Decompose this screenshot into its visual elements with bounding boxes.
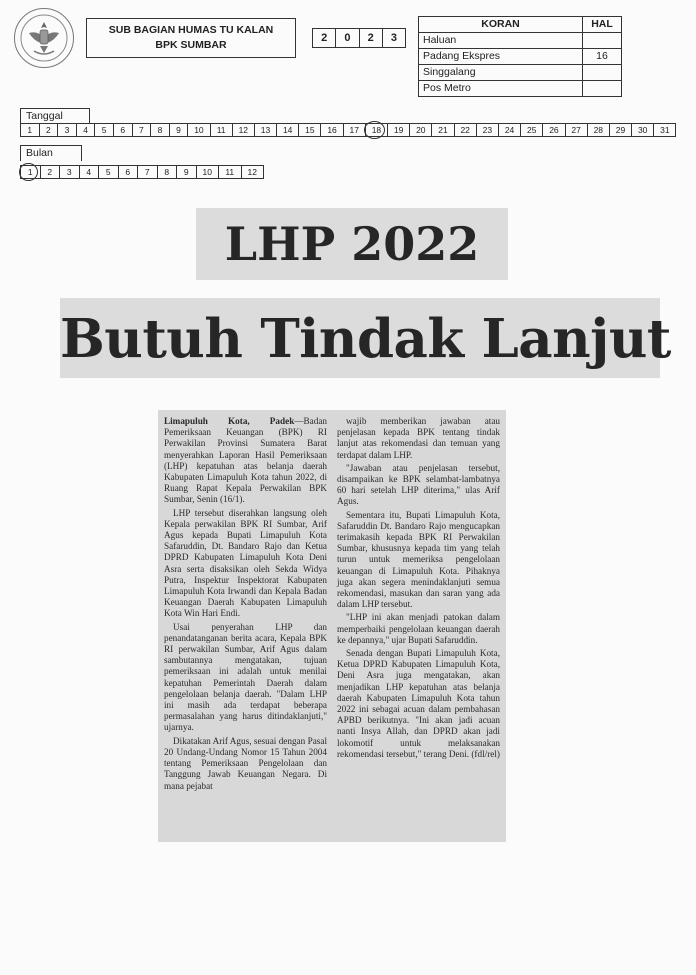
article-text: "LHP ini akan menjadi patokan dalam memperbaiki pengelolaan keuangan daerah ke depannya," ujar Bupati Safaruddin. xyxy=(337,612,500,645)
tanggal-day: 12 xyxy=(233,123,255,137)
tanggal-day: 13 xyxy=(255,123,277,137)
tanggal-row xyxy=(20,123,676,137)
table-row xyxy=(419,65,622,81)
newspaper-table xyxy=(418,16,622,97)
newspaper-name: Singgalang xyxy=(419,65,583,81)
article-clipping xyxy=(158,410,506,842)
bulan-row xyxy=(20,165,264,179)
hal-header: HAL xyxy=(583,17,622,33)
org-line1: SUB BAGIAN HUMAS TU KALAN xyxy=(108,24,274,36)
koran-header: KORAN xyxy=(419,17,583,33)
bulan-month: 4 xyxy=(80,165,100,179)
article-text: LHP tersebut diserahkan langsung oleh Kepala perwakilan BPK RI Sumbar, Arif Agus kepada Bupati Limapuluh Kota Safaruddin, Dt. Bandaro Rajo dan Ketua DPRD Kabupaten Limapuluh Kota Deni Asra serta disaksikan oleh Sekda Widya Putra, Inspektur Inspektorat Kabupaten Limapuluh Kota Irwandi dan Kepala Badan Keuangan Daerah Kabupaten Limapuluh Kota Win Hari Endi. xyxy=(164,507,327,619)
bulan-label: Bulan xyxy=(20,145,82,161)
newspaper-name: Haluan xyxy=(419,33,583,49)
article-paragraph xyxy=(337,416,500,461)
headline-primary: LHP 2022 xyxy=(196,208,508,280)
bulan-month: 9 xyxy=(177,165,197,179)
newspaper-name: Pos Metro xyxy=(419,81,583,97)
article-text: —Badan Pemeriksaan Keuangan (BPK) RI Perwakilan Provinsi Sumatera Barat menyerahkan Laporan Hasil Pemeriksaan (LHP) kepatuhan atas belanja daerah Kabupaten Limapuluh Kota tahun 2022, di Ruang Rapat Kepala Perwakilan BPK Sumbar, Senin (16/1). xyxy=(164,416,327,505)
tanggal-day: 19 xyxy=(388,123,410,137)
tanggal-day: 9 xyxy=(170,123,189,137)
tanggal-day: 3 xyxy=(58,123,77,137)
article-text: wajib memberikan jawaban atau penjelasan kepada BPK tentang tindak lanjut atas rekomendasi dan temuan yang terdapat dalam LHP. xyxy=(337,416,500,460)
bulan-month: 10 xyxy=(197,165,220,179)
year-box xyxy=(312,28,406,48)
tanggal-day: 14 xyxy=(277,123,299,137)
tanggal-day: 2 xyxy=(40,123,59,137)
bulan-month: 12 xyxy=(242,165,265,179)
article-column-1 xyxy=(164,416,327,836)
tanggal-day: 24 xyxy=(499,123,521,137)
tanggal-day: 5 xyxy=(95,123,114,137)
tanggal-day: 6 xyxy=(114,123,133,137)
bulan-month: 2 xyxy=(41,165,61,179)
tanggal-day: 16 xyxy=(321,123,343,137)
table-row xyxy=(419,33,622,49)
table-row xyxy=(419,81,622,97)
year-digit: 2 xyxy=(313,29,336,47)
tanggal-day: 15 xyxy=(299,123,321,137)
article-paragraph xyxy=(164,736,327,792)
newspaper-page xyxy=(583,65,622,81)
article-paragraph xyxy=(337,463,500,508)
article-paragraph xyxy=(164,416,327,506)
tanggal-day: 23 xyxy=(477,123,499,137)
tanggal-day: 10 xyxy=(188,123,210,137)
article-dateline: Limapuluh Kota, Padek xyxy=(164,416,295,426)
article-text: Usai penyerahan LHP dan penandatanganan berita acara, Kepala BPK RI perwakilan Sumbar, Arif Agus dalam sambutannya mengatakan, tujuan pemeriksaan ini adalah untuk menilai kepatuhan Pemerintah Daerah dalam pengelolaan belanja daerah. "Dalam LHP ini masih ada terdapat beberapa permasalahan yang harus ditindaklanjuti," ujarnya. xyxy=(164,621,327,733)
org-line2: BPK SUMBAR xyxy=(155,39,227,51)
year-digit: 2 xyxy=(360,29,383,47)
article-paragraph xyxy=(164,508,327,620)
tanggal-day: 11 xyxy=(211,123,233,137)
article-paragraph xyxy=(337,510,500,611)
headline-secondary: Butuh Tindak Lanjut xyxy=(60,298,660,378)
tanggal-day: 21 xyxy=(432,123,454,137)
article-column-2 xyxy=(337,416,500,836)
tanggal-day: 4 xyxy=(77,123,96,137)
tanggal-day: 28 xyxy=(588,123,610,137)
tanggal-day: 30 xyxy=(632,123,654,137)
tanggal-day: 31 xyxy=(654,123,676,137)
tanggal-day: 17 xyxy=(344,123,366,137)
article-text: "Jawaban atau penjelasan tersebut, disampaikan ke BPK selambat-lambatnya 60 hari setelah LHP diterima," ulas Arif Agus. xyxy=(337,462,500,507)
tanggal-day: 26 xyxy=(543,123,565,137)
newspaper-page: 16 xyxy=(583,49,622,65)
bulan-month: 5 xyxy=(99,165,119,179)
tanggal-day: 29 xyxy=(610,123,632,137)
bulan-month: 11 xyxy=(219,165,242,179)
newspaper-table-header xyxy=(419,17,622,33)
newspaper-page xyxy=(583,33,622,49)
bulan-month: 8 xyxy=(158,165,178,179)
article-paragraph xyxy=(164,622,327,734)
bulan-month: 6 xyxy=(119,165,139,179)
bulan-month: 1 xyxy=(20,165,41,179)
tanggal-day: 27 xyxy=(566,123,588,137)
table-row xyxy=(419,49,622,65)
tanggal-day: 25 xyxy=(521,123,543,137)
tanggal-day: 22 xyxy=(455,123,477,137)
newspaper-name: Padang Ekspres xyxy=(419,49,583,65)
article-text: Senada dengan Bupati Limapuluh Kota, Ketua DPRD Kabupaten Limapuluh Kota, Deni Asra juga mengatakan, akan menjadikan LHP kepatuhan atas belanja daerah Kabupaten Limapuluh Kota tahun 2022 ini sebagai acuan dalam pembahasan APBD berikutnya. "Ini akan jadi acuan nanti Insya Allah, dan DPRD akan jadi lokomotif untuk melaksanakan rekomendasi tersebut," terang Deni. (fdl/rel) xyxy=(337,648,500,759)
selected-month-circle xyxy=(19,163,38,181)
article-paragraph xyxy=(337,648,500,760)
newspaper-page xyxy=(583,81,622,97)
tanggal-day: 20 xyxy=(410,123,432,137)
year-digit: 3 xyxy=(390,32,397,44)
org-name-box xyxy=(86,18,296,58)
article-text: Sementara itu, Bupati Limapuluh Kota, Safaruddin Dt. Bandaro Rajo mengucapkan terimakasih kepada BPK RI Perwakilan Sumbar, khususnya kepada tim yang telah turun untuk memeriksa pengelolaan keuangan di Limapuluh Kota. Pihaknya juga akan segera menindaklanjuti semua rekomendasi, masukan dan saran yang ada dalam LHP tersebut. xyxy=(337,509,500,610)
tanggal-label: Tanggal xyxy=(20,108,90,124)
tanggal-day: 18 xyxy=(366,123,388,137)
tanggal-day: 8 xyxy=(151,123,170,137)
article-text: Dikatakan Arif Agus, sesuai dengan Pasal 20 Undang-Undang Nomor 15 Tahun 2004 tentang Pemeriksaan Pengelolaan dan Tanggung Jawab Keuangan Negara. Di mana pejabat xyxy=(164,735,327,791)
tanggal-day: 7 xyxy=(133,123,152,137)
article-paragraph xyxy=(337,612,500,646)
selected-day-circle xyxy=(364,121,385,139)
garuda-emblem-icon xyxy=(14,8,74,68)
year-digit: 0 xyxy=(336,29,359,47)
bulan-month: 3 xyxy=(60,165,80,179)
bulan-month: 7 xyxy=(138,165,158,179)
tanggal-day: 1 xyxy=(20,123,40,137)
